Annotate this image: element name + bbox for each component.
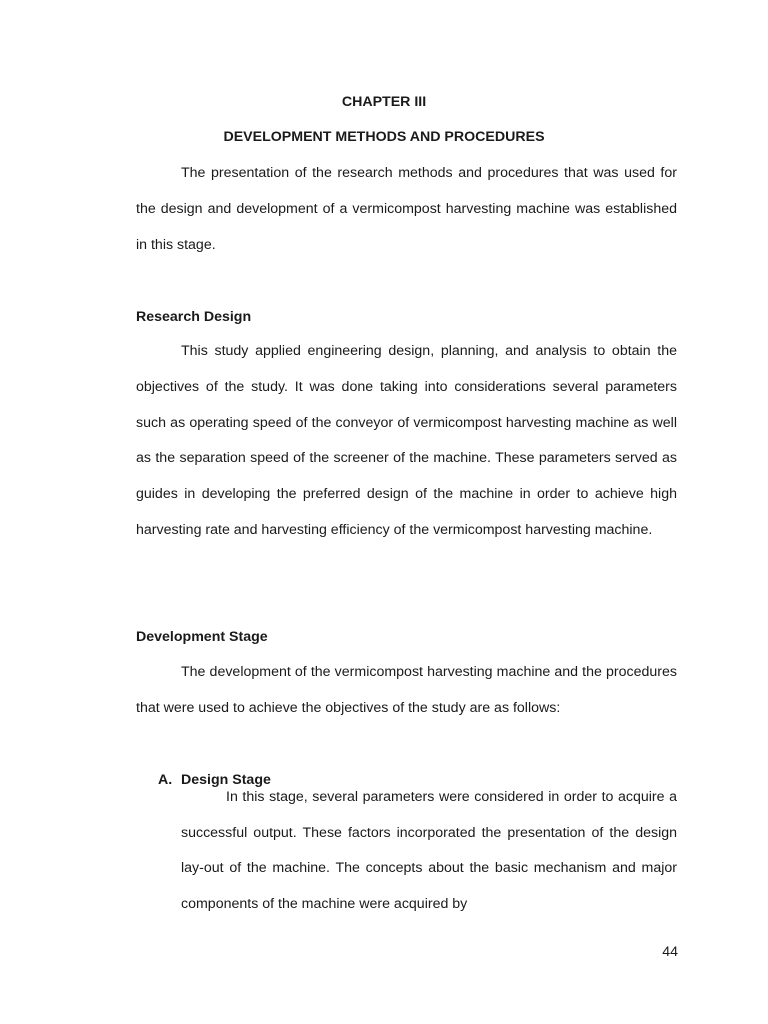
development-stage-heading: Development Stage	[136, 629, 268, 645]
design-stage-title: Design Stage	[181, 772, 271, 788]
design-stage-paragraph: In this stage, several parameters were considered in order to acquire a successful output. These factors incorporated the presentation of the design lay-out of the machine. The concepts about the basic mechanism and major components of the machine were acquired by	[181, 789, 677, 912]
development-stage-paragraph: The development of the vermicompost harvesting machine and the procedures that were used to achieve the objectives of the study are as follows:	[136, 664, 677, 716]
design-stage-letter: A.	[158, 772, 173, 788]
research-design-paragraph: This study applied engineering design, planning, and analysis to obtain the objectives of the study. It was done taking into considerations several parameters such as operating speed of the conveyor of vermicompost harvesting machine as well as the separation speed of the screener of the machine. These parameters served as guides in developing the preferred design of the machine in order to achieve high harvesting rate and harvesting efficiency of the vermicompost harvesting machine.	[136, 343, 677, 538]
intro-paragraph: The presentation of the research methods and procedures that was used for the design and development of a vermicompost harvesting machine was established in this stage.	[136, 165, 677, 253]
research-design-heading: Research Design	[136, 309, 252, 325]
page-number: 44	[662, 944, 678, 960]
chapter-title: DEVELOPMENT METHODS AND PROCEDURES	[223, 129, 545, 145]
chapter-label: CHAPTER III	[341, 94, 427, 110]
